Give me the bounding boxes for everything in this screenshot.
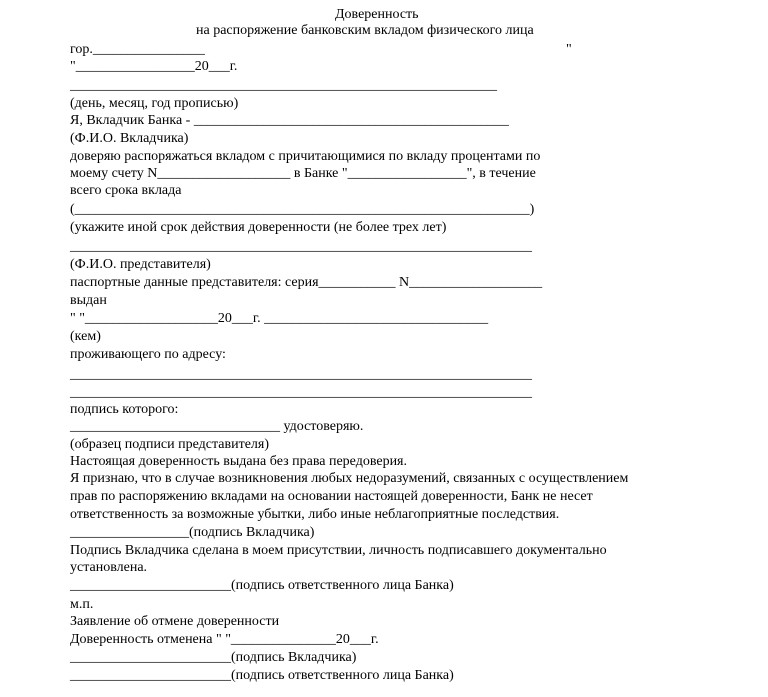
hint-sample: (образец подписи представителя) <box>70 437 270 452</box>
issued-date-line: " "___________________20___г. ________________________________ <box>70 311 489 326</box>
cancel-date-line: Доверенность отменена " "_______________20___г. <box>70 632 379 647</box>
bank-signature-line: _______________________(подпись ответственного лица Банка) <box>70 578 454 593</box>
stamp-label: м.п. <box>70 597 94 612</box>
certify-line: ______________________________ удостоверяю. <box>70 419 364 434</box>
ack-line-1: Я признаю, что в случае возникновения любых недоразумений, связанных с осуществлением <box>70 471 629 486</box>
no-transfer-text: Настоящая доверенность выдана без права передоверия. <box>70 454 407 469</box>
city-line: гор.________________ <box>70 42 205 57</box>
presence-line-1: Подпись Вкладчика сделана в моем присутствии, личность подписавшего документально <box>70 543 607 558</box>
document-title: Доверенность <box>335 7 419 22</box>
blank-line: _____________________________________________________________ <box>70 78 497 93</box>
date-line: "_________________20___г. <box>70 59 238 74</box>
blank-line: __________________________________________________________________ <box>70 385 532 400</box>
issued-label: выдан <box>70 293 107 308</box>
passport-line: паспортные данные представителя: серия___________ N___________________ <box>70 275 543 290</box>
trust-line-1: доверяю распоряжаться вкладом с причитающимися по вкладу процентами по <box>70 149 541 164</box>
hint-date-words: (день, месяц, год прописью) <box>70 96 239 111</box>
ack-line-3: ответственность за возможные убытки, либо иные неблагоприятные последствия. <box>70 507 560 522</box>
address-label: проживающего по адресу: <box>70 347 226 362</box>
trust-line-3: всего срока вклада <box>70 183 182 198</box>
bank-signature-line-2: _______________________(подпись ответственного лица Банка) <box>70 668 454 683</box>
hint-term: (укажите иной срок действия доверенности (не более трех лет) <box>70 220 447 235</box>
trust-line-2: моему счету N___________________ в Банке "_________________", в течение <box>70 166 536 181</box>
ack-line-2: прав по распоряжению вкладами на основании настоящей доверенности, Банк не несет <box>70 489 593 504</box>
term-line: (_________________________________________________________________) <box>70 202 535 217</box>
depositor-signature-line-2: _______________________(подпись Вкладчика) <box>70 650 357 665</box>
blank-line: __________________________________________________________________ <box>70 239 532 254</box>
depositor-signature-line: _________________(подпись Вкладчика) <box>70 525 315 540</box>
hint-representative: (Ф.И.О. представителя) <box>70 257 211 272</box>
cancel-title: Заявление об отмене доверенности <box>70 614 280 629</box>
hint-depositor: (Ф.И.О. Вкладчика) <box>70 131 189 146</box>
depositor-line: Я, Вкладчик Банка - _____________________________________________ <box>70 113 509 128</box>
quote-mark: " <box>566 42 572 57</box>
document-subtitle: на распоряжение банковским вкладом физического лица <box>196 23 534 38</box>
hint-by: (кем) <box>70 329 101 344</box>
signature-of-label: подпись которого: <box>70 402 179 417</box>
blank-line: __________________________________________________________________ <box>70 367 532 382</box>
presence-line-2: установлена. <box>70 560 148 575</box>
